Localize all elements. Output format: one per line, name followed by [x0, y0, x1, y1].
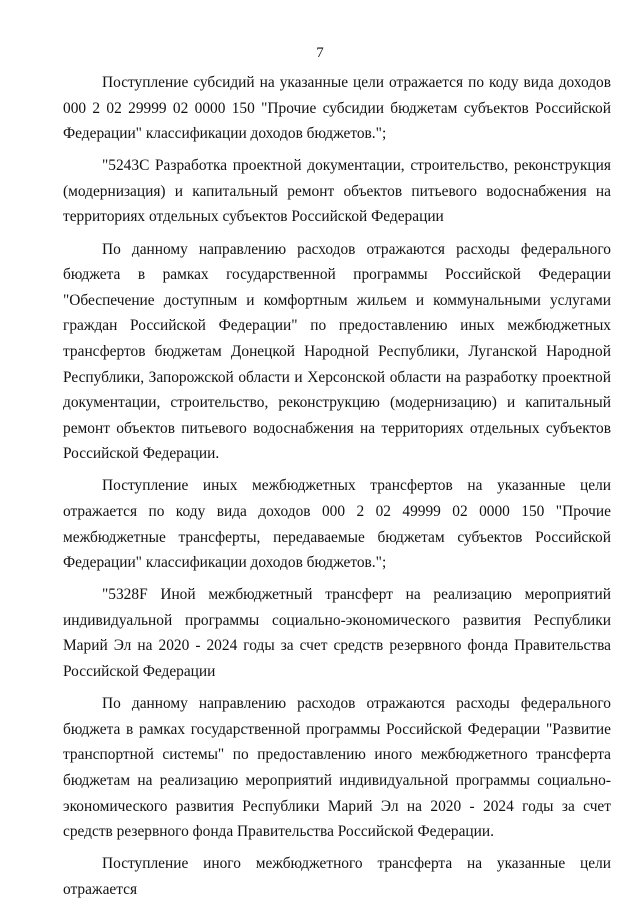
page-number: 7: [316, 45, 324, 61]
paragraph-code-5243c-description: По данному направлению расходов отражаются расходы федерального бюджета в рамках государственной программы Российской Федерации "Обеспечение доступным и комфортным жильем и коммунальными услугами граждан Российской Федерации" по предоставлению иных межбюджетных трансфертов бюджетам Донецкой Народной Республики, Луганской Народной Республики, Запорожской области и Херсонской области на разработку проектной документации, строительство, реконструкцию (модернизацию) и капитальный ремонт объектов питьевого водоснабжения на территориях отдельных субъектов Российской Федерации.: [63, 240, 611, 463]
paragraph-transfer-income-continued: Поступление иного межбюджетного трансферта на указанные цели отражается: [63, 855, 611, 898]
paragraph-code-5328f-description: По данному направлению расходов отражаются расходы федерального бюджета в рамках государственной программы Российской Федерации "Развитие транспортной системы" по предоставлению иного межбюджетного трансферта бюджетам на реализацию мероприятий индивидуальной программы социально-экономического развития Республики Марий Эл на 2020 - 2024 годы за счет средств резервного фонда Правительства Российской Федерации.: [63, 695, 611, 841]
paragraph-subsidies-income: Поступление субсидий на указанные цели отражается по коду вида доходов 000 2 02 29999 02 0000 150 "Прочие субсидии бюджетам субъектов Российской Федерации" классификации доходов бюджетов.";: [63, 74, 611, 143]
document-body: [63, 70, 611, 902]
paragraph-code-5328f-title: "5328F Иной межбюджетный трансферт на реализацию мероприятий индивидуальной программы социально-экономического развития Республики Марий Эл на 2020 - 2024 годы за счет средств резервного фонда Правительства Российской Федерации: [63, 586, 611, 681]
paragraph-transfers-income: Поступление иных межбюджетных трансфертов на указанные цели отражается по коду вида доходов 000 2 02 49999 02 0000 150 "Прочие межбюджетные трансферты, передаваемые бюджетам субъектов Российской Федерации" классификации доходов бюджетов.";: [63, 477, 611, 572]
paragraph-code-5243c-title: "5243С Разработка проектной документации, строительство, реконструкция (модернизация) и капитальный ремонт объектов питьевого водоснабжения на территориях отдельных субъектов Российской Федерации: [63, 157, 611, 226]
